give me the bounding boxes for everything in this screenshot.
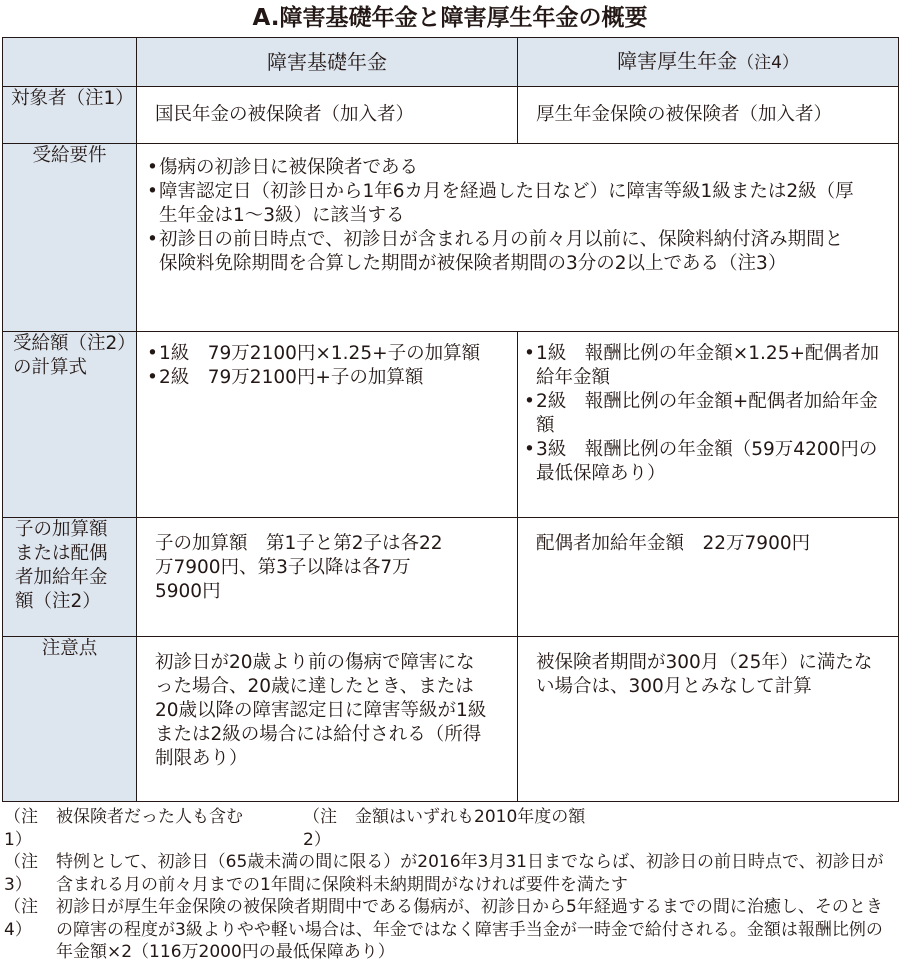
list-item: • 初診日の前日時点で、初診日が含まれる月の前々月以前に、保険料納付済み期間と保険料免除期間を合算した期間が被保険者期間の3分の2以上である（注3） [147,229,844,274]
cell-caution-kosei: 被保険者期間が300月（25年）に満たない場合は、300月とみなして計算 [518,637,899,802]
header-kosei-label: 障害厚生年金 [617,49,738,73]
list-item: • 障害認定日（初診日から1年6カ月を経過した日など）に障害等級1級または2級（厚生年金は1～3級）に該当する [147,181,854,226]
row-label-addition: 子の加算額 または配偶 者加給年金 額（注2） [3,518,137,637]
list-item: • 1級 79万2100円×1.25+子の加算額 [147,343,481,364]
footnote-4: （注4） 初診日が厚生年金保険の被保険者期間中である傷病が、初診日から5年経過するまでの間に治癒し、そのときの障害の程度が3級よりやや軽い場合は、年金ではなく障害手当金が一時金で給付される。金額は報酬比例の年金額×2（116万2000円の最低保障あり） [4,897,883,962]
table-row-caution [3,637,899,802]
table-row-formula [3,332,899,518]
pension-comparison-table [2,37,899,802]
cell-formula-kiso [137,332,518,518]
cell-target-kiso: 国民年金の被保険者（加入者） [137,87,518,144]
cell-addition-kiso: 子の加算額 第1子と第2子は各22万7900円、第3子以降は各7万5900円 [137,518,518,637]
bullet: • [147,181,158,202]
page-title: A.障害基礎年金と障害厚生年金の概要 [252,5,648,31]
header-kiso-label: 障害基礎年金 [267,50,387,74]
table-row-target [3,87,899,144]
row-label-formula: 受給額（注2） の計算式 [3,332,137,518]
header-kiso [137,38,518,87]
table-row-addition [3,518,899,637]
bullet: • [147,157,158,178]
bullet: • [147,343,158,364]
bullet: • [147,229,158,250]
list-item: • 3級 報酬比例の年金額（59万4200円の最低保障あり） [524,439,878,484]
cell-caution-kiso: 初診日が20歳より前の傷病で障害になった場合、20歳に達したとき、または20歳以降の障害認定日に障害等級が1級または2級の場合には給付される（所得制限あり） [137,637,518,802]
table-row-requirements [3,144,899,332]
list-item: • 2級 79万2100円+子の加算額 [147,367,424,388]
header-corner-cell [3,38,137,87]
list-item: • 傷病の初診日に被保険者である [147,157,419,178]
cell-formula-kosei [518,332,899,518]
row-label-caution: 注意点 [3,637,137,802]
row-label-target: 対象者（注1） [3,87,137,144]
table-header-row [3,38,899,87]
row-label-requirements: 受給要件 [3,144,137,332]
header-kosei [518,38,899,87]
footnote-3: （注3） 特例として、初診日（65歳未満の間に限る）が2016年3月31日までならば、初診日の前日時点で、初診日が含まれる月の前々月までの1年間に保険料未納期間がなければ要件を満たす [4,852,884,895]
cell-requirements [137,144,899,332]
footnotes [4,806,898,964]
bullet: • [524,391,535,412]
list-item: • 2級 報酬比例の年金額+配偶者加給年金額 [524,391,878,436]
list-item: • 1級 報酬比例の年金額×1.25+配偶者加給年金額 [524,343,879,388]
bullet: • [524,343,535,364]
bullet: • [147,367,158,388]
footnote-1-2: （注1） 被保険者だった人も含む （注2） 金額はいずれも2010年度の額 [4,807,586,850]
cell-target-kosei: 厚生年金保険の被保険者（加入者） [518,87,899,144]
cell-addition-kosei: 配偶者加給年金額 22万7900円 [518,518,899,637]
header-kosei-note: （注4） [737,53,799,73]
bullet: • [524,439,535,460]
